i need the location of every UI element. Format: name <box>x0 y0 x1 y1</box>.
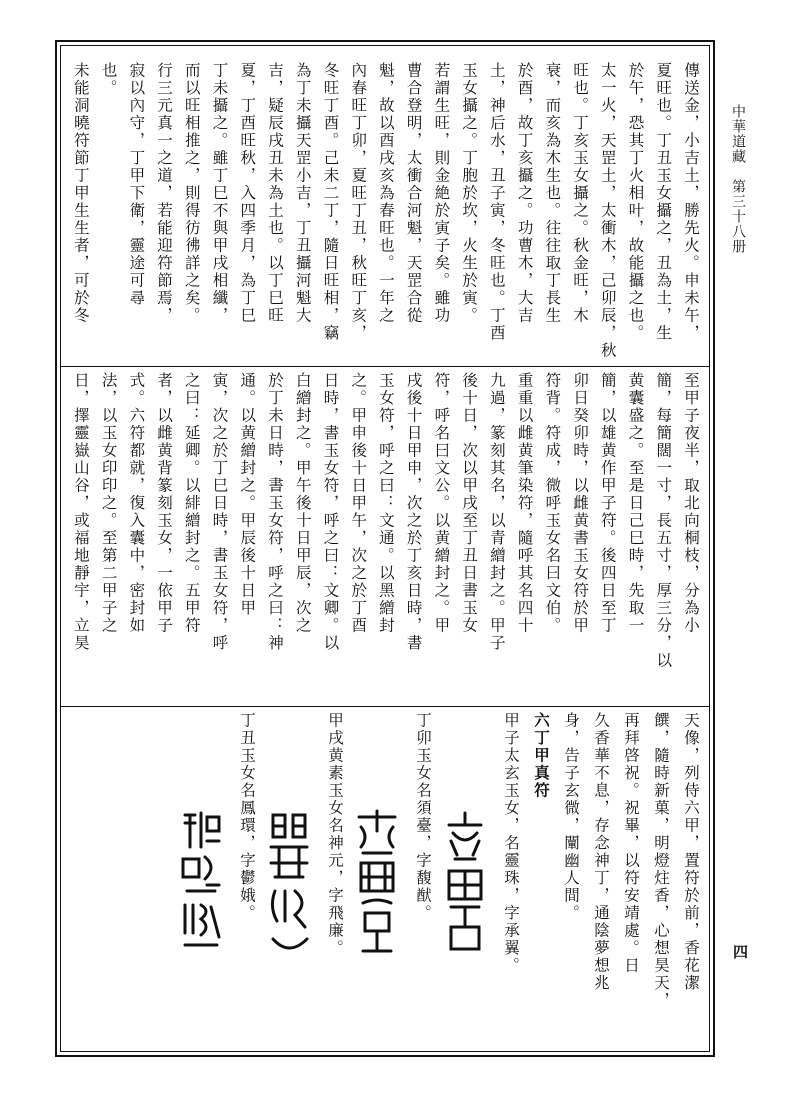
text-column: 卯日癸卯時，以雌黄書玉女符於甲 <box>571 372 590 635</box>
text-column: 於午，恐其丁火相叶，故能攝之也。 <box>626 62 645 342</box>
text-column: 法，以玉女印印之。至第二甲子之 <box>99 372 118 635</box>
text-panel-middle <box>66 372 704 702</box>
page-number: 四 <box>731 944 749 960</box>
running-title: 中華道藏 第三十八册 <box>730 104 746 254</box>
text-column: 內春旺丁卯，夏旺丁丑，秋旺丁亥， <box>349 62 368 342</box>
text-column: 曹合登明，太衝合河魁，天罡合從 <box>404 62 423 325</box>
talisman-seal-3-icon <box>263 712 315 1052</box>
text-column: 簡，每簡闊一寸，長五寸，厚三分，以 <box>654 372 673 670</box>
talisman-seal-2-icon <box>351 712 403 1052</box>
text-column: 衰，而亥為木生也。往往取丁長生 <box>543 62 562 325</box>
talisman-caption: 丁卯玉女名須臺，字馥猷。 <box>414 712 432 922</box>
text-column: 傳送金，小吉土，勝先火。申未午， <box>682 62 700 342</box>
talisman-seal-1-icon <box>439 712 491 1052</box>
text-column: 未能洞曉符節丁甲生生者，可於冬 <box>71 62 90 325</box>
text-column: 至甲子夜半，取北向桐枝，分為小 <box>682 372 700 635</box>
talisman-caption: 丁丑玉女名鳳環，字鬱娥。 <box>238 712 256 922</box>
text-column: 太一火，天罡土，太衝木，己卯辰，秋 <box>598 62 617 360</box>
text-column: 白繒封之。甲午後十日甲辰，次之 <box>293 372 312 635</box>
text-column: 寅，次之於丁巳日時，書玉女符，呼 <box>210 372 229 652</box>
text-column: 寂以內守，丁甲下衛，靈途可尋 <box>127 62 146 307</box>
text-panel-bottom <box>66 712 704 1052</box>
text-column: 重重以雌黄筆染符，隨呼其名四十 <box>515 372 534 635</box>
talisman-caption: 甲子太玄玉女，名靈珠，字承翼。 <box>502 712 520 975</box>
text-column: 之曰：延卿。以緋繒封之。五甲符 <box>182 372 201 635</box>
text-column: 再拜啓祝。祝畢，以符安靖處。日 <box>622 712 640 975</box>
text-column: 饌，隨時新菓，明燈炷香，心想昊天， <box>652 712 670 1010</box>
text-column: 丁未攝之。雖丁巳不與甲戌相纖， <box>210 62 229 325</box>
text-column: 黄囊盛之。至是日己巳時，先取一 <box>626 372 645 635</box>
talisman-caption: 甲戌黄素玉女名神元，字飛廉。 <box>326 712 344 957</box>
text-column: 夏，丁酉旺秋，入四季月，為丁巳 <box>238 62 257 325</box>
text-column: 也。 <box>99 62 118 97</box>
text-column: 後十日，次以甲戌至丁丑日書玉女 <box>460 372 479 635</box>
text-column: 天像，列侍六甲，置符於前，香花潔 <box>682 712 700 992</box>
section-heading: 六丁甲真符 <box>532 712 551 800</box>
text-column: 土，神后水，丑子寅，冬旺也。丁酉 <box>487 62 506 342</box>
text-column: 日，擇靈嶽山谷，或福地靜宇，立昊 <box>71 372 90 652</box>
text-column: 身，告子玄微，闡幽人間。 <box>562 712 580 922</box>
text-column: 旺也。丁亥玉女攝之。秋金旺，木 <box>571 62 590 325</box>
text-column: 魁，故以酉戌亥為春旺也。一年之 <box>376 62 395 325</box>
panel-divider-bottom <box>60 706 710 707</box>
text-column: 而以旺相推之，則得彷彿詳之矣。 <box>182 62 201 325</box>
text-column: 日時，書玉女符，呼之曰：文卿。以 <box>321 372 340 652</box>
text-panel-top <box>66 62 704 362</box>
text-column: 冬旺丁酉。己未二丁，隨日旺相，竊 <box>321 62 340 342</box>
text-column: 為丁未攝天罡小吉，丁丑攝河魁大 <box>293 62 312 325</box>
text-column: 式。六符都就，復入囊中，密封如 <box>127 372 146 635</box>
text-column: 玉女符，呼之曰：文通。以黑繒封 <box>376 372 395 635</box>
text-column: 夏旺也。丁丑玉女攝之，丑為土，生 <box>654 62 673 342</box>
text-column: 吉，疑辰戌丑未為土也。以丁巳旺 <box>265 62 284 325</box>
text-column: 於酉，故丁亥攝之。功曹木，大吉 <box>515 62 534 325</box>
text-column: 於丁未日時，書玉女符，呼之曰：神 <box>265 372 284 652</box>
talisman-seal-4-icon <box>175 712 227 1052</box>
text-column: 玉女攝之。丁胞於坎，火生於寅。 <box>460 62 479 325</box>
text-column: 九過，篆刻其名，以青繒封之。甲子 <box>487 372 506 652</box>
text-column: 之。甲申後十日甲午，次之於丁酉 <box>349 372 368 635</box>
text-column: 符背。符成，微呼玉女名曰文伯。 <box>543 372 562 635</box>
text-column: 行三元真一之道，若能迎符節焉， <box>155 62 174 325</box>
text-column: 若謂生旺，則金絶於寅子矣。雖功 <box>432 62 451 325</box>
text-column: 戌後十日甲申，次之於丁亥日時，書 <box>404 372 423 652</box>
panel-divider-top <box>60 366 710 367</box>
text-column: 者，以雌黄背篆刻玉女，一依甲子 <box>155 372 174 635</box>
text-column: 符，呼名曰文公。以黄繒封之。甲 <box>432 372 451 635</box>
text-column: 簡，以雄黄作甲子符。後四日至丁 <box>598 372 617 635</box>
text-column: 久香華不息，存念神丁，通陰夢想兆 <box>592 712 610 992</box>
text-column: 通。以黄繒封之。甲辰後十日甲 <box>238 372 257 617</box>
